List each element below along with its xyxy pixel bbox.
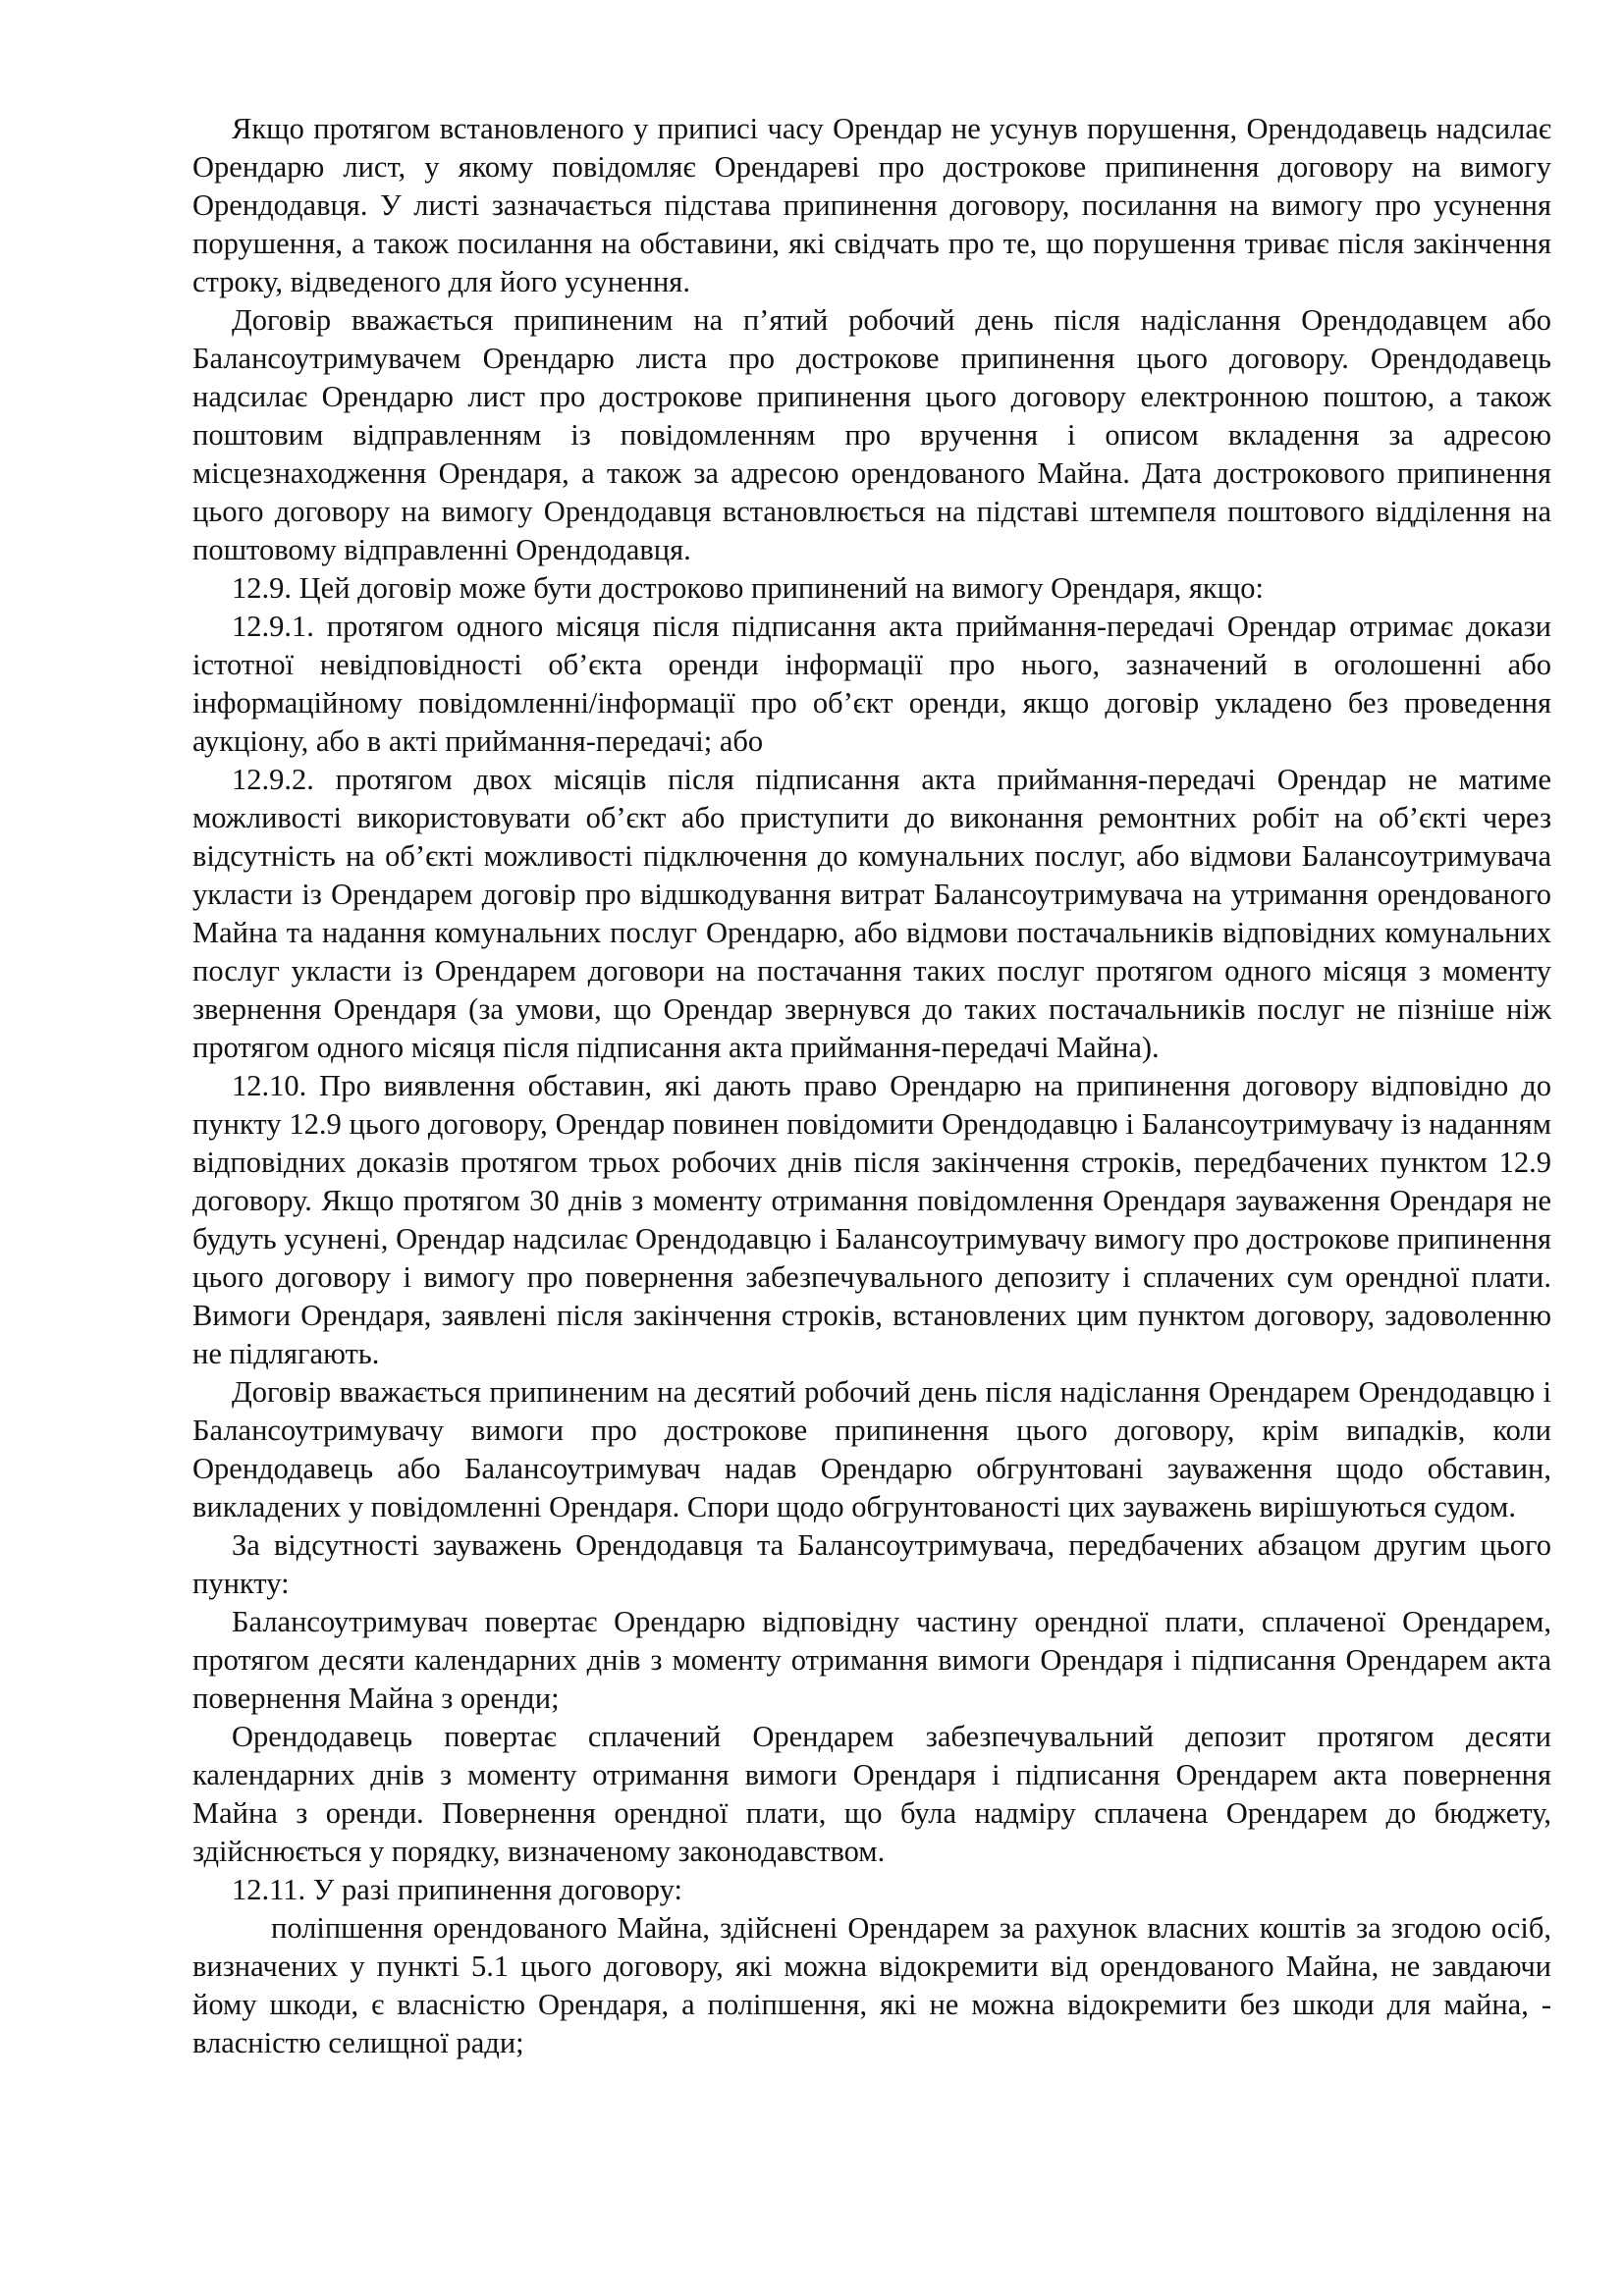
paragraph: 12.10. Про виявлення обставин, які дають право Орендарю на припинення договору відповідно до пункту 12.9 цього договору, Орендар повинен повідомити Орендодавцю і Балансоутримувачу із наданням відповідних доказів протягом трьох робочих днів після закінчення строків, передбачених пунктом 12.9 договору. Якщо протягом 30 днів з моменту отримання повідомлення Орендаря зауваження Орендаря не будуть усунені, Орендар надсилає Орендодавцю і Балансоутримувачу вимогу про дострокове припинення цього договору і вимогу про повернення забезпечувального депозиту і сплачених сум орендної плати. Вимоги Орендаря, заявлені після закінчення строків, встановлених цим пунктом договору, задоволенню не підлягають. (192, 1069, 1551, 1370)
paragraph: 12.9.2. протягом двох місяців після підписання акта приймання-передачі Орендар не матиме можливості використовувати об’єкт або приступити до виконання ремонтних робіт на об’єкті через відсутність на об’єкті можливості підключення до комунальних послуг, або відмови Балансоутримувача укласти із Орендарем договір про відшкодування витрат Балансоутримувача на утримання орендованого Майна та надання комунальних послуг Орендарю, або відмови постачальників відповідних комунальних послуг укласти із Орендарем договори на постачання таких послуг протягом одного місяця з моменту звернення Орендаря (за умови, що Орендар звернувся до таких постачальників послуг не пізніше ніж протягом одного місяця після підписання акта приймання-передачі Майна). (192, 763, 1551, 1064)
paragraph: 12.11. У разі припинення договору: (232, 1873, 682, 1906)
paragraph: Договір вважається припиненим на п’ятий робочий день після надіслання Орендодавцем або Балансоутримувачем Орендарю листа про дострокове припинення цього договору. Орендодавець надсилає Орендарю лист про дострокове припинення цього договору електронною поштою, а також поштовим відправленням із повідомленням про вручення і описом вкладення за адресою місцезнаходження Орендаря, а також за адресою орендованого Майна. Дата дострокового припинення цього договору на вимогу Орендодавця встановлюється на підставі штемпеля поштового відділення на поштовому відправленні Орендодавця. (192, 303, 1551, 566)
paragraph: поліпшення орендованого Майна, здійснені Орендарем за рахунок власних коштів за згодою осіб, визначених у пункті 5.1 цього договору, які можна відокремити від орендованого Майна, не завдаючи йому шкоди, є власністю Орендаря, а поліпшення, які не можна відокремити без шкоди для майна, - власністю селищної ради; (192, 1911, 1551, 2059)
paragraph: За відсутності зауважень Орендодавця та Балансоутримувача, передбачених абзацом другим цього пункту: (192, 1528, 1551, 1600)
document-page (192, 110, 1551, 2062)
paragraph: Орендодавець повертає сплачений Орендарем забезпечувальний депозит протягом десяти календарних днів з моменту отримання вимоги Орендаря і підписання Орендарем акта повернення Майна з оренди. Повернення орендної плати, що була надміру сплачена Орендарем до бюджету, здійснюється у порядку, визначеному законодавством. (192, 1720, 1551, 1868)
paragraph: Якщо протягом встановленого у приписі часу Орендар не усунув порушення, Орендодавець надсилає Орендарю лист, у якому повідомляє Орендареві про дострокове припинення договору на вимогу Орендодавця. У листі зазначається підстава припинення договору, посилання на вимогу про усунення порушення, а також посилання на обставини, які свідчать про те, що порушення триває після закінчення строку, відведеного для його усунення. (192, 112, 1551, 298)
paragraph: Договір вважається припиненим на десятий робочий день після надіслання Орендарем Орендодавцю і Балансоутримувачу вимоги про дострокове припинення цього договору, крім випадків, коли Орендодавець або Балансоутримувач надав Орендарю обгрунтовані зауваження щодо обставин, викладених у повідомленні Орендаря. Спори щодо обгрунтованості цих зауважень вирішуються судом. (192, 1375, 1551, 1523)
paragraph: Балансоутримувач повертає Орендарю відповідну частину орендної плати, сплаченої Орендарем, протягом десяти календарних днів з моменту отримання вимоги Орендаря і підписання Орендарем акта повернення Майна з оренди; (192, 1605, 1551, 1715)
paragraph: 12.9. Цей договір може бути достроково припинений на вимогу Орендаря, якщо: (232, 571, 1264, 605)
paragraph: 12.9.1. протягом одного місяця після підписання акта приймання-передачі Орендар отримає докази істотної невідповідності об’єкта оренди інформації про нього, зазначений в оголошенні або інформаційному повідомленні/інформації про об’єкт оренди, якщо договір укладено без проведення аукціону, або в акті приймання-передачі; або (192, 610, 1551, 758)
